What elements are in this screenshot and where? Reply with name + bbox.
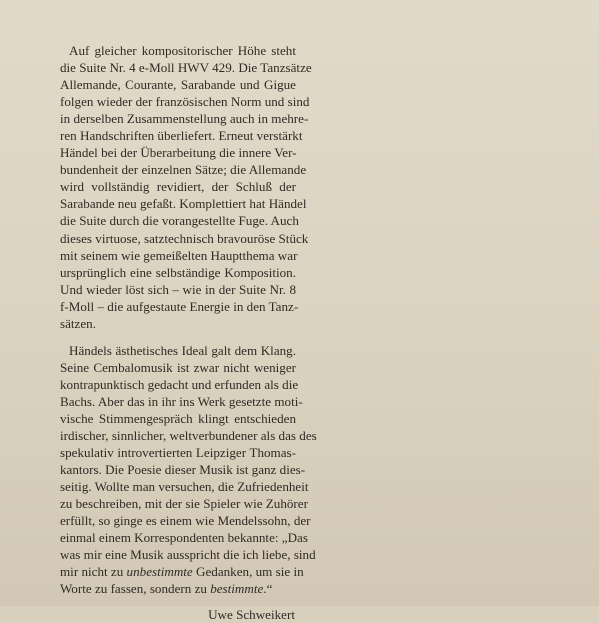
text-line: spekulativ introvertierten Leipziger Thomas- <box>60 445 296 461</box>
paragraph-2 <box>60 342 317 598</box>
text-line: Allemande, Courante, Sarabande und Gigue <box>60 77 296 93</box>
text-line: die Suite Nr. 4 e-Moll HWV 429. Die Tanzsätze <box>60 60 312 76</box>
text-line: erfüllt, so ginge es einem wie Mendelssohn, der <box>60 513 311 529</box>
text-line: kantors. Die Poesie dieser Musik ist ganz dies- <box>60 462 306 478</box>
text-line: die Suite durch die vorangestellte Fuge. Auch <box>60 213 299 229</box>
text-line: f-Moll – die aufgestaute Energie in den Tanz- <box>60 298 299 314</box>
paragraph-1 <box>60 42 312 332</box>
text-line: Händels ästhetisches Ideal galt dem Klang. <box>69 342 296 358</box>
text-line: in derselben Zusammenstellung auch in mehre- <box>60 111 309 127</box>
emphasis-text: unbestimmte <box>126 564 193 580</box>
text-line: Händel bei der Überarbeitung die innere Ver- <box>60 145 297 161</box>
paragraph-gap <box>60 332 296 342</box>
text-line: wird vollständig revidiert, der Schluß der <box>60 179 296 195</box>
text-column <box>60 42 317 623</box>
text-line: zu beschreiben, mit der sie Spieler wie Zuhörer <box>60 496 308 512</box>
text-line: einmal einem Korrespondenten bekannte: „Das <box>60 530 308 546</box>
text-run: Worte zu fassen, sondern zu <box>60 581 211 597</box>
text-line <box>60 563 304 580</box>
text-line: Seine Cembalomusik ist zwar nicht weniger <box>60 359 296 375</box>
text-line: dieses virtuose, satztechnisch bravouröse Stück <box>60 230 309 246</box>
text-line: irdischer, sinnlicher, weltverbundener als das des <box>60 428 317 444</box>
text-line: ursprünglich eine selbständige Komposition. <box>60 264 296 280</box>
text-run: .“ <box>263 581 273 597</box>
text-line: mit seinem wie gemeißelten Hauptthema war <box>60 247 298 263</box>
text-line: Auf gleicher kompositorischer Höhe steht <box>69 43 296 58</box>
text-line: was mir eine Musik ausspricht die ich liebe, sind <box>60 547 316 563</box>
text-run: Gedanken, um sie in <box>192 564 304 580</box>
text-line <box>60 580 296 597</box>
text-line: bundenheit der einzelnen Sätze; die Allemande <box>60 162 307 178</box>
text-line: folgen wieder der französischen Norm und sind <box>60 94 310 110</box>
text-line: Sarabande neu gefaßt. Komplettiert hat Händel <box>60 196 307 212</box>
text-line: kontrapunktisch gedacht und erfunden als die <box>60 376 299 392</box>
text-line: seitig. Wollte man versuchen, die Zufriedenheit <box>60 479 309 495</box>
emphasis-text: bestimmte <box>210 581 264 597</box>
text-line: Und wieder löst sich – wie in der Suite Nr. 8 <box>60 281 296 297</box>
text-line: Bachs. Aber das in ihr ins Werk gesetzte moti- <box>60 393 303 409</box>
text-line: ren Handschriften überliefert. Erneut verstärkt <box>60 128 303 144</box>
text-line: sätzen. <box>60 315 96 331</box>
author-signature: Uwe Schweikert <box>208 606 295 622</box>
text-line: vische Stimmengespräch klingt entschieden <box>60 410 296 426</box>
text-run: mir nicht zu <box>60 564 127 580</box>
